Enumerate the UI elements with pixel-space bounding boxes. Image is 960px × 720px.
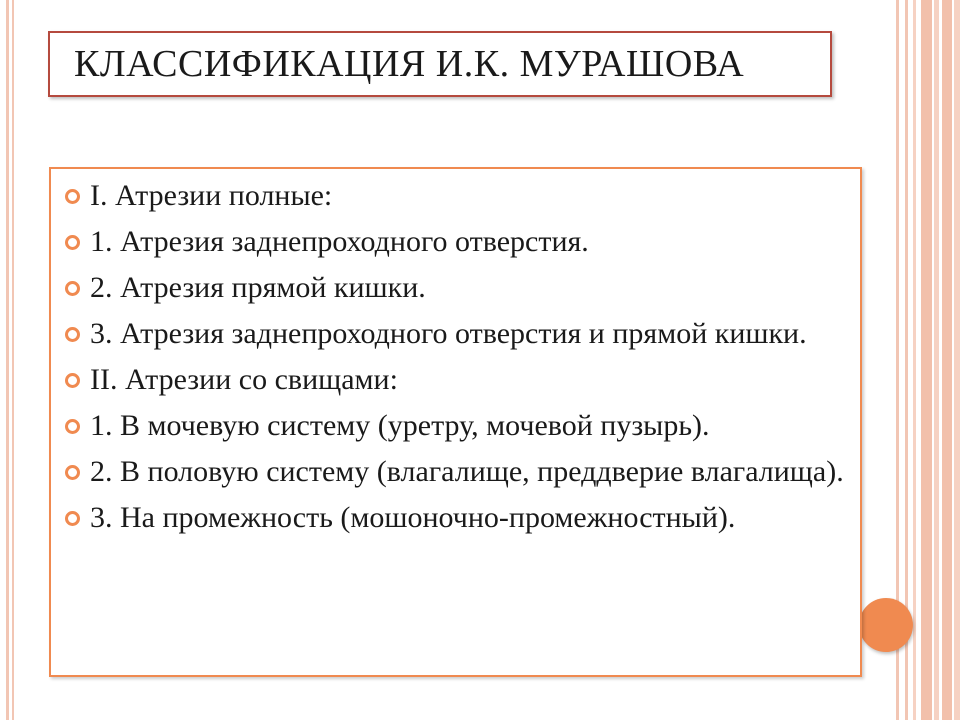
list-item-text: 3. Атрезия заднепроходного отверстия и прямой кишки. (90, 317, 807, 350)
list-item (65, 317, 850, 351)
right-decor-stripe (921, 0, 932, 720)
ring-bullet-icon (65, 327, 80, 342)
slide-title: КЛАССИФИКАЦИЯ И.К. МУРАШОВА (74, 43, 745, 85)
ring-bullet-icon (65, 281, 80, 296)
right-decor-stripe (954, 0, 960, 720)
list-item (65, 409, 850, 443)
right-decor-stripe (934, 0, 939, 720)
list-item-text: 1. В мочевую систему (уретру, мочевой пузырь). (90, 409, 710, 442)
ring-bullet-icon (65, 235, 80, 250)
list-item-text: I. Атрезии полные: (90, 179, 333, 212)
right-decor-stripe (913, 0, 916, 720)
list-item (65, 179, 850, 213)
list-item (65, 271, 850, 305)
ring-bullet-icon (65, 419, 80, 434)
accent-circle-decoration (859, 598, 913, 652)
ring-bullet-icon (65, 189, 80, 204)
list-item-text: 3. На промежность (мошоночно-промежностный). (90, 501, 736, 534)
list-item (65, 501, 850, 535)
content-box (49, 167, 862, 677)
left-decor-line (6, 0, 9, 720)
list-item (65, 225, 850, 259)
left-decor-line (12, 0, 14, 720)
list-item (65, 363, 850, 397)
list-item-text: 2. Атрезия прямой кишки. (90, 271, 426, 304)
right-decor-stripe (942, 0, 952, 720)
bullet-list (51, 169, 860, 535)
list-item (65, 455, 850, 489)
ring-bullet-icon (65, 373, 80, 388)
list-item-text: II. Атрезии со свищами: (90, 363, 398, 396)
title-box (48, 31, 832, 97)
ring-bullet-icon (65, 465, 80, 480)
ring-bullet-icon (65, 511, 80, 526)
list-item-text: 2. В половую систему (влагалище, преддверие влагалища). (90, 455, 844, 488)
list-item-text: 1. Атрезия заднепроходного отверстия. (90, 225, 589, 258)
